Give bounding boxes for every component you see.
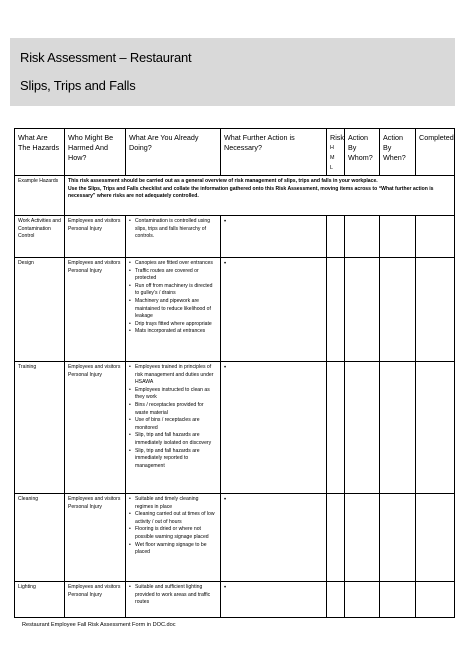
- hazard-cell: Training: [15, 362, 65, 494]
- list-item: • Wet floor warning signage to be placed: [129, 542, 217, 557]
- risk-scale: H M L: [330, 145, 336, 171]
- title-banner: [10, 38, 455, 106]
- list-item: • Slip, trip and fall hazards are immediately isolated on discovery: [129, 432, 217, 447]
- example-row: [15, 176, 455, 216]
- hazard-cell: Work Activities and Contamination Control: [15, 216, 65, 258]
- list-item: • Canopies are fitted over entrances: [129, 260, 217, 268]
- completed-cell[interactable]: [416, 216, 455, 258]
- list-item: • Slip, trip and fall hazards are immediately reported to management: [129, 448, 217, 471]
- list-item: • Flooring is dried or where not possible warning signage placed: [129, 526, 217, 541]
- example-text-line2: Use the Slips, Trips and Falls checklist and collate the information gathered onto this Risk Assessment, moving items across to “What further action is necessary” where risks are not adequately controlled.: [68, 185, 434, 200]
- list-item: • Suitable and sufficient lighting provided to work areas and traffic routes: [129, 584, 217, 607]
- hazard-cell: Lighting: [15, 582, 65, 618]
- doing-cell: [126, 582, 221, 618]
- further-action-cell[interactable]: •: [221, 362, 327, 494]
- further-action-cell[interactable]: •: [221, 258, 327, 362]
- action-when-cell[interactable]: [380, 216, 416, 258]
- example-label: Example Hazards: [15, 176, 65, 216]
- doing-cell: [126, 494, 221, 582]
- col-header-further: What Further Action is Necessary?: [221, 129, 327, 176]
- col-header-who: Who Might Be Harmed And How?: [65, 129, 126, 176]
- who-cell: Employees and visitors Personal Injury: [65, 216, 126, 258]
- further-action-cell[interactable]: •: [221, 216, 327, 258]
- doing-cell: [126, 258, 221, 362]
- list-item: • Contamination is controlled using slips, trips and falls hierarchy of controls.: [129, 218, 217, 241]
- who-cell: Employees and visitors Personal Injury: [65, 494, 126, 582]
- table-row: [15, 362, 455, 494]
- doing-cell: [126, 216, 221, 258]
- action-when-cell[interactable]: [380, 582, 416, 618]
- risk-cell[interactable]: [327, 494, 345, 582]
- action-whom-cell[interactable]: [345, 216, 380, 258]
- who-cell: Employees and visitors Personal Injury: [65, 582, 126, 618]
- list-item: • Run off from machinery is directed to gulley’s / drains: [129, 283, 217, 298]
- hazard-cell: Cleaning: [15, 494, 65, 582]
- risk-cell[interactable]: [327, 362, 345, 494]
- action-when-cell[interactable]: [380, 362, 416, 494]
- list-item: • Suitable and timely cleaning regimes in place: [129, 496, 217, 511]
- list-item: • Employees trained in principles of risk management and duties under HSAWA: [129, 364, 217, 387]
- example-text: [65, 176, 455, 216]
- header-row: [15, 129, 455, 176]
- completed-cell[interactable]: [416, 362, 455, 494]
- list-item: • Drip trays fitted where appropriate: [129, 321, 217, 329]
- list-item: • Employees instructed to clean as they work: [129, 387, 217, 402]
- table-row: [15, 494, 455, 582]
- action-whom-cell[interactable]: [345, 258, 380, 362]
- list-item: • Traffic routes are covered or protected: [129, 268, 217, 283]
- document-subtitle: Slips, Trips and Falls: [20, 78, 136, 93]
- list-item: • Cleaning carried out at times of low activity / out of hours: [129, 511, 217, 526]
- risk-cell[interactable]: [327, 258, 345, 362]
- who-cell: Employees and visitors Personal Injury: [65, 362, 126, 494]
- action-whom-cell[interactable]: [345, 494, 380, 582]
- table-row: [15, 216, 455, 258]
- risk-cell[interactable]: [327, 216, 345, 258]
- list-item: • Bins / receptacles provided for waste material: [129, 402, 217, 417]
- risk-label: Risk: [330, 133, 344, 142]
- hazard-cell: Design: [15, 258, 65, 362]
- action-when-cell[interactable]: [380, 258, 416, 362]
- col-header-action-when: Action By When?: [380, 129, 416, 176]
- document-title: Risk Assessment – Restaurant: [20, 50, 192, 65]
- further-action-cell[interactable]: •: [221, 494, 327, 582]
- list-item: • Use of bins / receptacles are monitored: [129, 417, 217, 432]
- risk-cell[interactable]: [327, 582, 345, 618]
- action-whom-cell[interactable]: [345, 582, 380, 618]
- table-row: [15, 258, 455, 362]
- list-item: • Machinery and pipework are maintained to reduce likelihood of leakage: [129, 298, 217, 321]
- action-when-cell[interactable]: [380, 494, 416, 582]
- document-footer: Restaurant Employee Fall Risk Assessment Form in DOC.doc: [22, 622, 176, 628]
- completed-cell[interactable]: [416, 258, 455, 362]
- further-action-cell[interactable]: •: [221, 582, 327, 618]
- col-header-risk: [327, 129, 345, 176]
- risk-assessment-table: [14, 128, 455, 618]
- who-cell: Employees and visitors Personal Injury: [65, 258, 126, 362]
- col-header-completed: Completed: [416, 129, 455, 176]
- example-text-line1: This risk assessment should be carried out as a general overview of risk management of slips, trips and falls in your workplace.: [68, 178, 378, 184]
- completed-cell[interactable]: [416, 494, 455, 582]
- col-header-hazards: What Are The Hazards: [15, 129, 65, 176]
- action-whom-cell[interactable]: [345, 362, 380, 494]
- list-item: • Mats incorporated at entrances: [129, 328, 217, 336]
- table-row: [15, 582, 455, 618]
- completed-cell[interactable]: [416, 582, 455, 618]
- col-header-doing: What Are You Already Doing?: [126, 129, 221, 176]
- doing-cell: [126, 362, 221, 494]
- col-header-action-whom: Action By Whom?: [345, 129, 380, 176]
